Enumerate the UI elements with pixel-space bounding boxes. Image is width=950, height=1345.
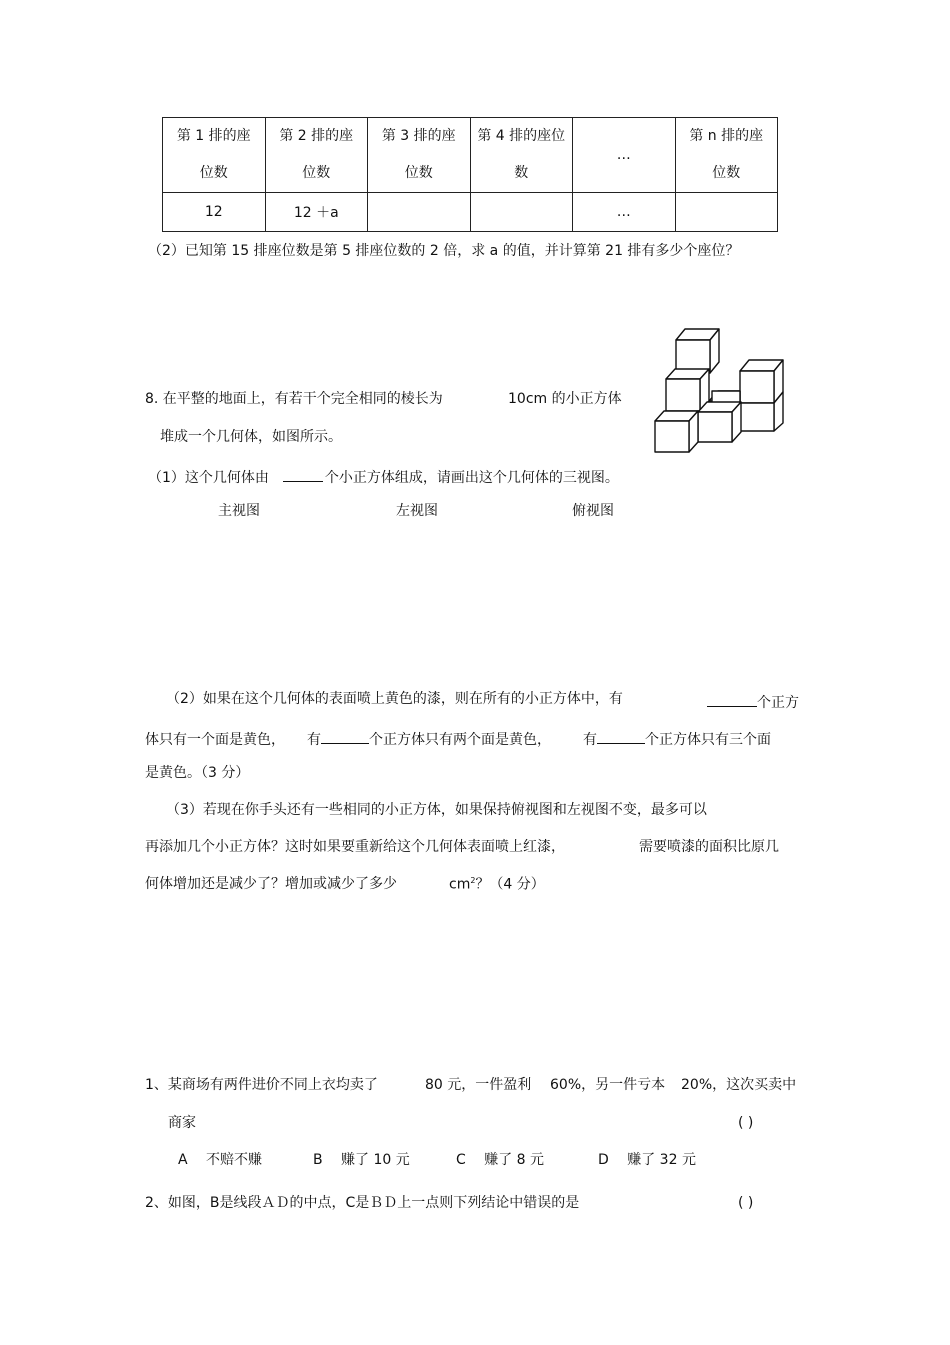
value-cell <box>470 193 573 232</box>
mc1-option-d[interactable]: D 赚了 32 元 <box>598 1152 696 1168</box>
header-cell: … <box>573 118 676 193</box>
mc1-line-1b: 80 元，一件盈利 <box>425 1077 532 1093</box>
value-cell: 12 ＋a <box>265 193 368 232</box>
question-8-part-2-line-1: （2）如果在这个几何体的表面喷上黄色的漆，则在所有的小正方体中，有 <box>166 691 623 707</box>
header-cell: 第 n 排的座 位数 <box>675 118 778 193</box>
view-left-label: 左视图 <box>396 503 438 519</box>
mc1-line-1c: 60%，另一件亏本 <box>550 1077 666 1093</box>
value-cell <box>368 193 471 232</box>
question-8-line-2: 堆成一个几何体，如图所示。 <box>160 429 342 445</box>
answer-blank[interactable] <box>597 729 645 744</box>
question-8-part-2-line-3: 是黄色。（3 分） <box>145 765 250 781</box>
mc2-question: 2、如图，B是线段ＡＤ的中点，C是ＢＤ上一点则下列结论中错误的是 <box>145 1195 580 1211</box>
mc1-line-2: 商家 <box>168 1115 196 1131</box>
header-cell: 第 3 排的座 位数 <box>368 118 471 193</box>
table-value-row <box>163 193 778 232</box>
cube-stack-figure <box>650 325 790 455</box>
cube <box>655 411 698 452</box>
question-7-part-2: （2）已知第 15 排座位数是第 5 排座位数的 2 倍，求 a 的值，并计算第 21 排有多少个座位？ <box>148 243 740 259</box>
mc2-answer-paren[interactable]: ( ) <box>738 1195 754 1211</box>
question-8-line-1: 8. 在平整的地面上，有若干个完全相同的棱长为 <box>145 391 443 407</box>
mc1-answer-paren[interactable]: ( ) <box>738 1115 754 1131</box>
mc1-option-c[interactable]: C 赚了 8 元 <box>456 1152 545 1168</box>
answer-blank[interactable] <box>321 729 369 744</box>
mc1-option-a[interactable]: A 不赔不赚 <box>178 1152 263 1168</box>
question-8-part-3-line-1: （3）若现在你手头还有一些相同的小正方体，如果保持俯视图和左视图不变，最多可以 <box>166 802 707 818</box>
question-8-part-2-line-2: 体只有一个面是黄色， 有 个正方体只有两个面是黄色， 有 个正方体只有三个面 <box>145 729 771 747</box>
question-8-part-1: （1）这个几何体由 个小正方体组成，请画出这个几何体的三视图。 <box>148 467 619 485</box>
view-main-label: 主视图 <box>218 503 260 519</box>
mc1-line-1: 1、某商场有两件进价不同上衣均卖了 <box>145 1077 378 1093</box>
table-header-row <box>163 118 778 193</box>
mc1-option-b[interactable]: B 赚了 10 元 <box>313 1152 410 1168</box>
answer-blank[interactable] <box>707 692 757 707</box>
cube <box>676 329 719 373</box>
value-cell: … <box>573 193 676 232</box>
question-8-part-3-line-3: 何体增加还是减少了？增加或减少了多少 <box>145 876 397 892</box>
question-8-part-3-line-2b: 需要喷漆的面积比原几 <box>639 839 779 855</box>
header-cell: 第 2 排的座 位数 <box>265 118 368 193</box>
cube <box>740 360 783 403</box>
question-8-part-2-line-1b: 个正方 <box>707 692 799 710</box>
seat-table <box>162 117 778 232</box>
header-cell: 第 1 排的座 位数 <box>163 118 266 193</box>
question-8-part-3-line-2: 再添加几个小正方体？这时如果要重新给这个几何体表面喷上红漆， <box>145 839 565 855</box>
answer-blank[interactable] <box>283 467 323 482</box>
value-cell <box>675 193 778 232</box>
mc1-line-1d: 20%，这次买卖中 <box>681 1077 797 1093</box>
cube <box>698 402 741 442</box>
question-8-part-3-line-3b: $cm^2$？（4 分） <box>449 876 545 893</box>
cube <box>666 369 709 411</box>
question-8-line-1b: 10cm 的小正方体 <box>508 391 622 407</box>
view-top-label: 俯视图 <box>572 503 614 519</box>
header-cell: 第 4 排的座位 数 <box>470 118 573 193</box>
value-cell: 12 <box>163 193 266 232</box>
